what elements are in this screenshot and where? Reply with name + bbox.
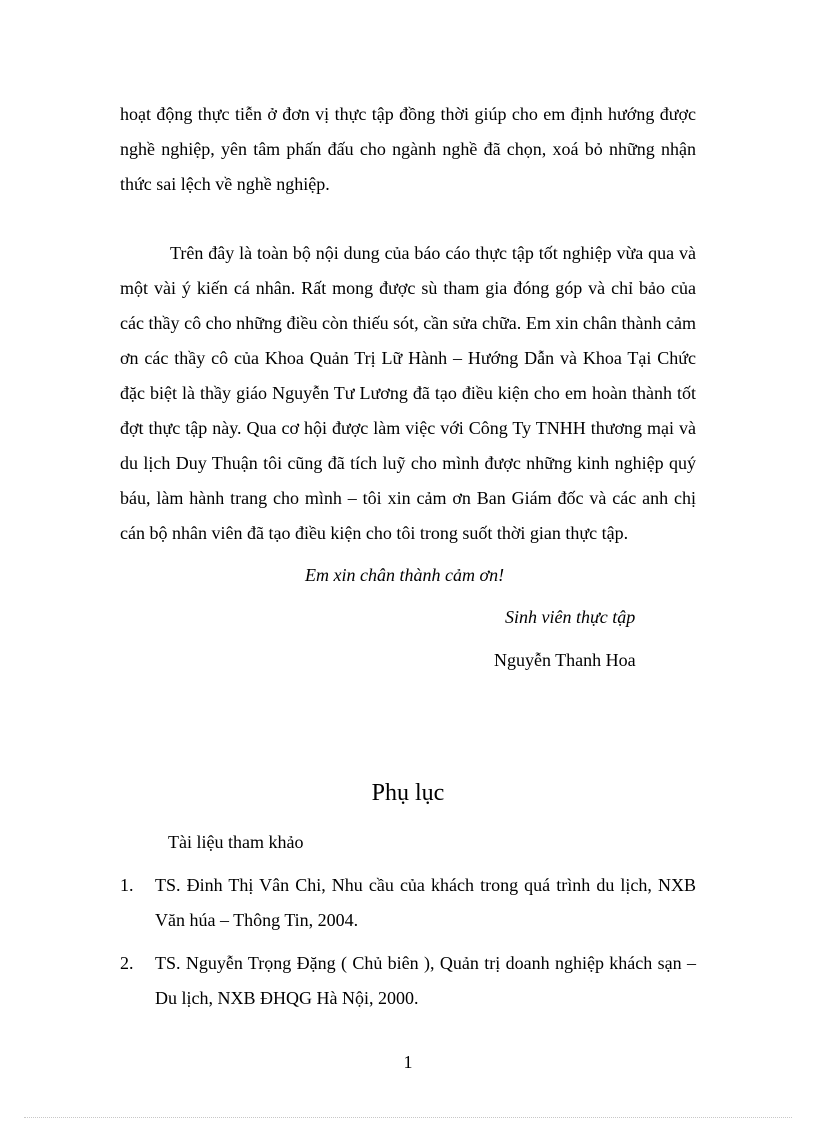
reference-item [120, 946, 696, 1016]
reference-number: 1. [120, 875, 134, 895]
appendix-title: Phụ lục [371, 780, 445, 806]
reference-text: TS. Nguyễn Trọng Đặng ( Chủ biên ), Quản trị doanh nghiệp khách sạn – Du lịch, NXB ĐHQG Hà Nội, 2000. [155, 953, 696, 1008]
references-heading: Tài liệu tham khảo [168, 832, 304, 852]
page-bottom-divider [24, 1117, 792, 1118]
reference-item [120, 868, 696, 938]
signature-role: Sinh viên thực tập [505, 607, 636, 627]
body-paragraph-1: hoạt động thực tiễn ở đơn vị thực tập đồng thời giúp cho em định hướng được nghề nghiệp, yên tâm phấn đấu cho ngành nghề đã chọn, xoá bỏ những nhận thức sai lệch về nghề nghiệp. [120, 104, 696, 194]
page-number: 1 [403, 1052, 413, 1072]
reference-text: TS. Đinh Thị Vân Chi, Nhu cầu của khách trong quá trình du lịch, NXB Văn húa – Thông Tin, 2004. [155, 875, 696, 930]
reference-number: 2. [120, 953, 134, 973]
signature-name: Nguyễn Thanh Hoa [494, 650, 636, 670]
closing-thanks: Em xin chân thành cảm ơn! [305, 565, 505, 585]
body-paragraph-2: Trên đây là toàn bộ nội dung của báo cáo thực tập tốt nghiệp vừa qua và một vài ý kiến cá nhân. Rất mong được sù tham gia đóng góp và chỉ bảo của các thầy cô cho những điều còn thiếu sót, cần sửa chữa. Em xin chân thành cảm ơn các thầy cô của Khoa Quản Trị Lữ Hành – Hướng Dẫn và Khoa Tại Chức đặc biệt là thầy giáo Nguyễn Tư Lương đã tạo điều kiện cho em hoàn thành tốt đợt thực tập này. Qua cơ hội được làm việc với Công Ty TNHH thương mại và du lịch Duy Thuận tôi cũng đã tích luỹ cho mình được những kinh nghiệp quý báu, làm hành trang cho mình – tôi xin cảm ơn Ban Giám đốc và các anh chị cán bộ nhân viên đã tạo điều kiện cho tôi trong suốt thời gian thực tập. [120, 243, 696, 543]
